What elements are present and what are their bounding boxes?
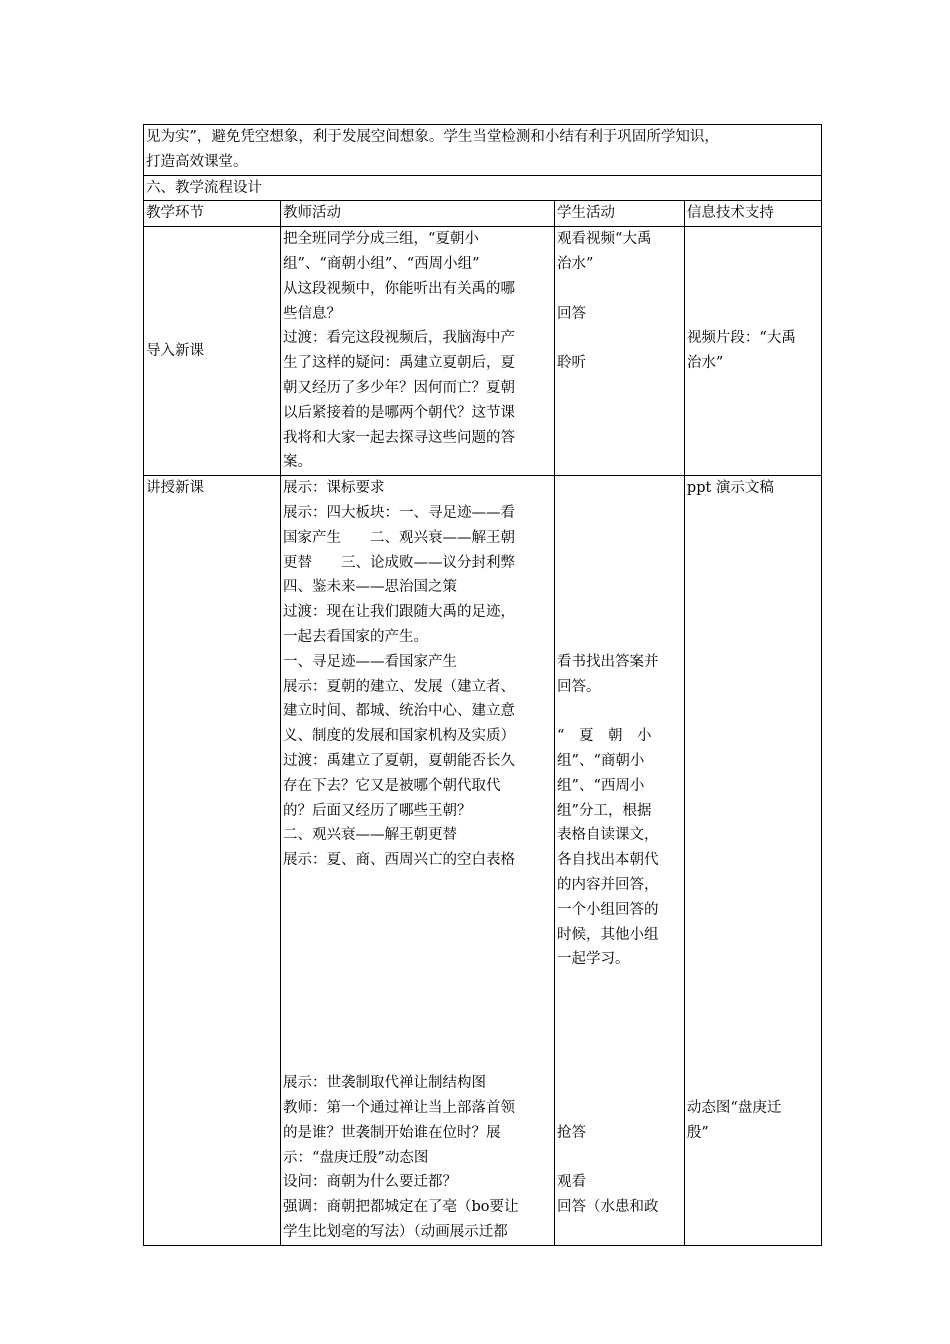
header-teacher: 教师活动 [281,201,555,227]
blank-line [687,1022,819,1047]
blank-line [283,923,552,948]
table-row [144,227,822,476]
blank-line [687,302,819,327]
blank-line [283,972,552,997]
cell-text-line: 展示：夏朝的建立、发展（建立者、 [283,678,516,695]
blank-line [557,551,682,576]
cell-text-line: 视频片段：“大禹 [686,330,796,347]
cell-text-line: 回答 [557,305,587,322]
cell-text-line: 从这段视频中，你能听出有关禹的哪 [283,280,516,297]
blank-line [283,1046,552,1071]
blank-line [687,501,819,526]
blank-line [557,972,682,997]
intro-line: 打造高效课堂。 [146,153,248,170]
blank-line [557,1146,682,1171]
cell-text-line: 过渡：禹建立了夏朝，夏朝能否长久 [283,752,516,769]
cell-text-line: 四、鉴未来——思治国之策 [283,579,458,596]
cell-text-line: ppt 演示文稿 [686,480,774,497]
blank-line [687,575,819,600]
student-cell [555,476,685,1246]
cell-text-line: 表格自读课文， [557,827,659,844]
document-page [143,124,822,1246]
header-stage: 教学环节 [144,201,281,227]
cell-text-line: 一、寻足迹——看国家产生 [283,653,458,670]
blank-line [687,699,819,724]
cell-text-line: 治水” [686,355,724,372]
cell-text-line: 治水” [557,255,594,272]
blank-line [557,625,682,650]
cell-text-line: 展示：世袭制取代禅让制结构图 [283,1075,487,1092]
cell-text-line: 一起学习。 [557,951,630,968]
blank-line [687,972,819,997]
cell-text-line: 国家产生 二、观兴衰——解王朝 [283,529,516,546]
table-row [144,476,822,1246]
cell-text-line: 设问：商朝为什么要迁都？ [283,1174,458,1191]
cell-text-line: 回答。 [557,678,601,695]
blank-line [557,277,682,302]
cell-text-line: 过渡：现在让我们跟随大禹的足迹， [283,604,516,621]
blank-line [687,526,819,551]
blank-line [557,699,682,724]
cell-text-line: 二、观兴衰——解王朝更替 [283,827,458,844]
cell-text-line: 时候，其他小组 [557,926,659,943]
cell-text-line: 组”分工，根据 [557,802,652,819]
cell-text-line: 观看 [557,1174,587,1191]
blank-line [283,898,552,923]
blank-line [687,873,819,898]
header-tech: 信息技术支持 [684,201,821,227]
blank-line [687,252,819,277]
cell-text-line: 把全班同学分成三组，“夏朝小 [283,231,479,248]
cell-text-line: 看书找出答案并 [557,653,659,670]
blank-line [283,947,552,972]
cell-text-line: 朝又经历了多少年？因何而亡？夏朝 [283,379,516,396]
cell-text-line: 观看视频“大禹 [557,231,652,248]
cell-text-line: 组”、“商朝小组”、“西周小组” [283,255,480,272]
blank-line [687,600,819,625]
cell-text-line: 以后紧接着的是哪两个朝代？这节课 [283,404,516,421]
cell-text-line: 建立时间、都城、统治中心、建立意 [283,703,516,720]
blank-line [687,823,819,848]
blank-line [687,997,819,1022]
cell-text-line: 组”、“西周小 [557,777,645,794]
cell-text-line: 的？后面又经历了哪些王朝？ [283,802,472,819]
header-student: 学生活动 [555,201,685,227]
stage-cell: 导入新课 [144,227,281,476]
blank-line [557,526,682,551]
blank-line [687,1046,819,1071]
blank-line [557,1046,682,1071]
blank-line [687,799,819,824]
cell-text-line: 一个小组回答的 [557,901,659,918]
blank-line [557,997,682,1022]
cell-text-line: 动态图“盘庚迁 [686,1100,782,1117]
cell-text-line: “ 夏 朝 小 [557,728,652,745]
cell-text-line: 组”、“商朝小 [557,752,645,769]
section-title-row [144,175,822,201]
teacher-cell [281,476,555,1246]
cell-text-line: 我将和大家一起去探寻这些问题的答 [283,429,516,446]
blank-line [687,848,819,873]
cell-text-line: 抢答 [557,1124,587,1141]
blank-line [687,898,819,923]
intro-line: 见为实”，避免凭空想象，利于发展空间想象。学生当堂检测和小结有利于巩固所学知识， [146,129,719,145]
cell-text-line: 些信息？ [283,305,342,322]
blank-line [557,600,682,625]
blank-line [687,749,819,774]
cell-text-line: 的是谁？世袭制开始谁在位时？展 [283,1124,501,1141]
blank-line [557,476,682,501]
intro-cell [144,125,822,176]
blank-line [687,625,819,650]
student-cell [555,227,685,476]
cell-text-line: 展示：课标要求 [283,480,385,497]
cell-text-line: 更替 三、论成败——议分封利弊 [283,554,516,571]
blank-line [557,1022,682,1047]
blank-line [687,1071,819,1096]
cell-text-line: 一起去看国家的产生。 [283,628,429,645]
lesson-plan-table [143,124,822,1246]
section-title: 六、教学流程设计 [144,175,822,201]
blank-line [687,227,819,252]
blank-line [687,551,819,576]
intro-row [144,125,822,176]
blank-line [283,1022,552,1047]
cell-text-line: 回答（水患和政 [557,1199,659,1216]
cell-text-line: 存在下去？它又是被哪个朝代取代 [283,777,501,794]
blank-line [283,997,552,1022]
cell-text-line: 生了这样的疑问：禹建立夏朝后，夏 [283,355,516,372]
blank-line [557,326,682,351]
header-row [144,201,822,227]
blank-line [687,277,819,302]
cell-text-line: 展示：夏、商、西周兴亡的空白表格 [283,852,516,869]
blank-line [687,675,819,700]
cell-text-line: 学生比划亳的写法）（动画展示迁都 [283,1224,508,1241]
blank-line [687,923,819,948]
blank-line [283,873,552,898]
cell-text-line: 各自找出本朝代 [557,852,659,869]
cell-text-line: 殷” [686,1124,709,1141]
cell-text-line: 聆听 [557,355,587,372]
cell-text-line: 义、制度的发展和国家机构及实质） [283,728,516,745]
cell-text-line: 示：“盘庚迁殷”动态图 [283,1149,429,1166]
blank-line [557,1096,682,1121]
tech-cell [684,476,821,1246]
blank-line [557,501,682,526]
cell-text-line: 的内容并回答， [557,876,659,893]
stage-cell: 讲授新课 [144,476,281,1246]
blank-line [687,650,819,675]
cell-text-line: 案。 [283,454,313,471]
teacher-cell [281,227,555,476]
blank-line [557,1071,682,1096]
blank-line [557,575,682,600]
cell-text-line: 过渡：看完这段视频后，我脑海中产 [283,330,516,347]
tech-cell [684,227,821,476]
cell-text-line: 展示：四大板块：一、寻足迹——看 [283,504,516,521]
cell-text-line: 强调：商朝把都城定在了亳（bo要让 [283,1199,519,1216]
blank-line [687,774,819,799]
cell-text-line: 教师：第一个通过禅让当上部落首领 [283,1100,516,1117]
blank-line [687,947,819,972]
blank-line [687,724,819,749]
